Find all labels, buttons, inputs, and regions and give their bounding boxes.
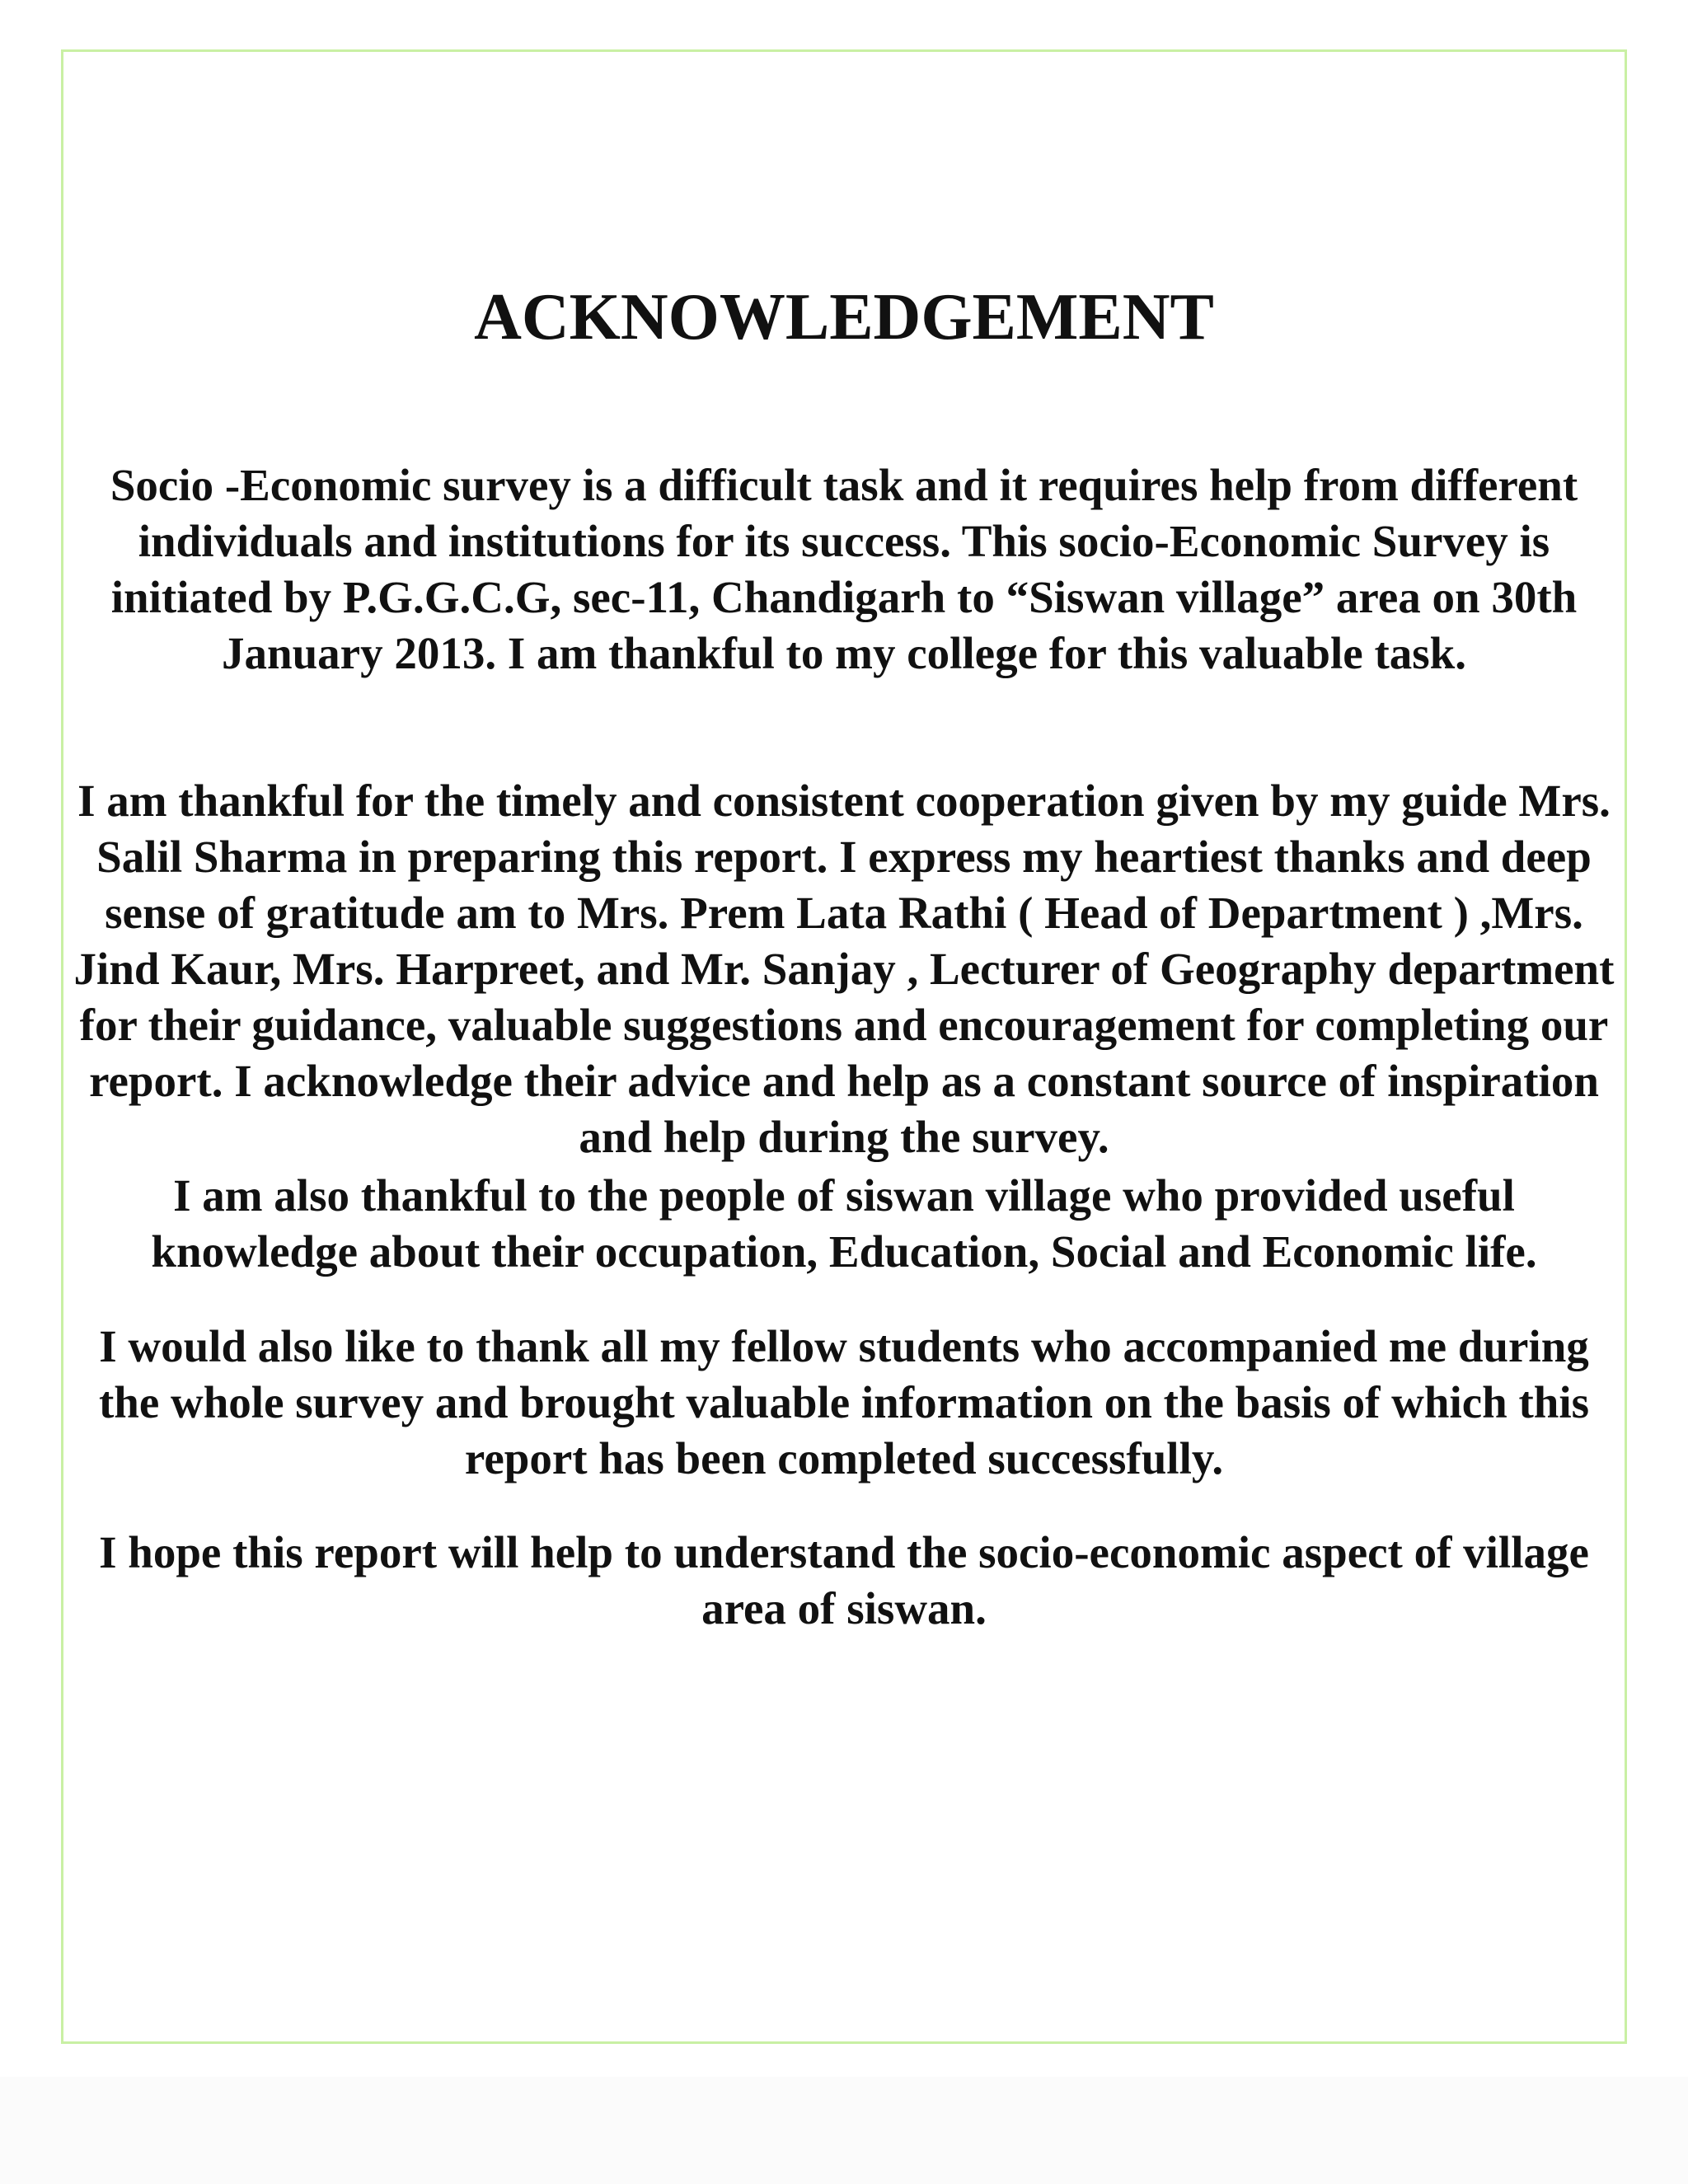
paragraph-survey-intro: Socio -Economic survey is a difficult task and it requires help from different individuals and institutions for its success. This socio-Economic Survey is initiated by P.G.G.C.G, sec-11, Chandigarh to “Siswan village” area on 30th January 2013. I am thankful to my college for this valuable task. (110, 460, 1578, 678)
paragraph-students-thanks: I would also like to thank all my fellow students who accompanied me during the whole survey and brought valuable information on the basis of which this report has been completed successfully. (98, 1321, 1590, 1483)
paragraph-closing-hope: I hope this report will help to understand the socio-economic aspect of village area of siswan. (99, 1527, 1589, 1633)
page-bottom-margin (0, 2077, 1688, 2184)
paragraph-village-thanks: I am also thankful to the people of siswan village who provided useful knowledge about their occupation, Education, Social and Economic life. (151, 1170, 1537, 1277)
page-title: ACKNOWLEDGEMENT (474, 281, 1214, 354)
paragraph-guide-thanks: I am thankful for the timely and consistent cooperation given by my guide Mrs. Salil Sharma in preparing this report. I express my heartiest thanks and deep sense of gratitude am to Mrs. Prem Lata Rathi ( Head of Department ) ,Mrs. Jind Kaur, Mrs. Harpreet, and Mr. Sanjay , Lecturer of Geography department for their guidance, valuable suggestions and encouragement for completing our report. I acknowledge their advice and help as a constant source of inspiration and help during the survey. (73, 776, 1615, 1162)
